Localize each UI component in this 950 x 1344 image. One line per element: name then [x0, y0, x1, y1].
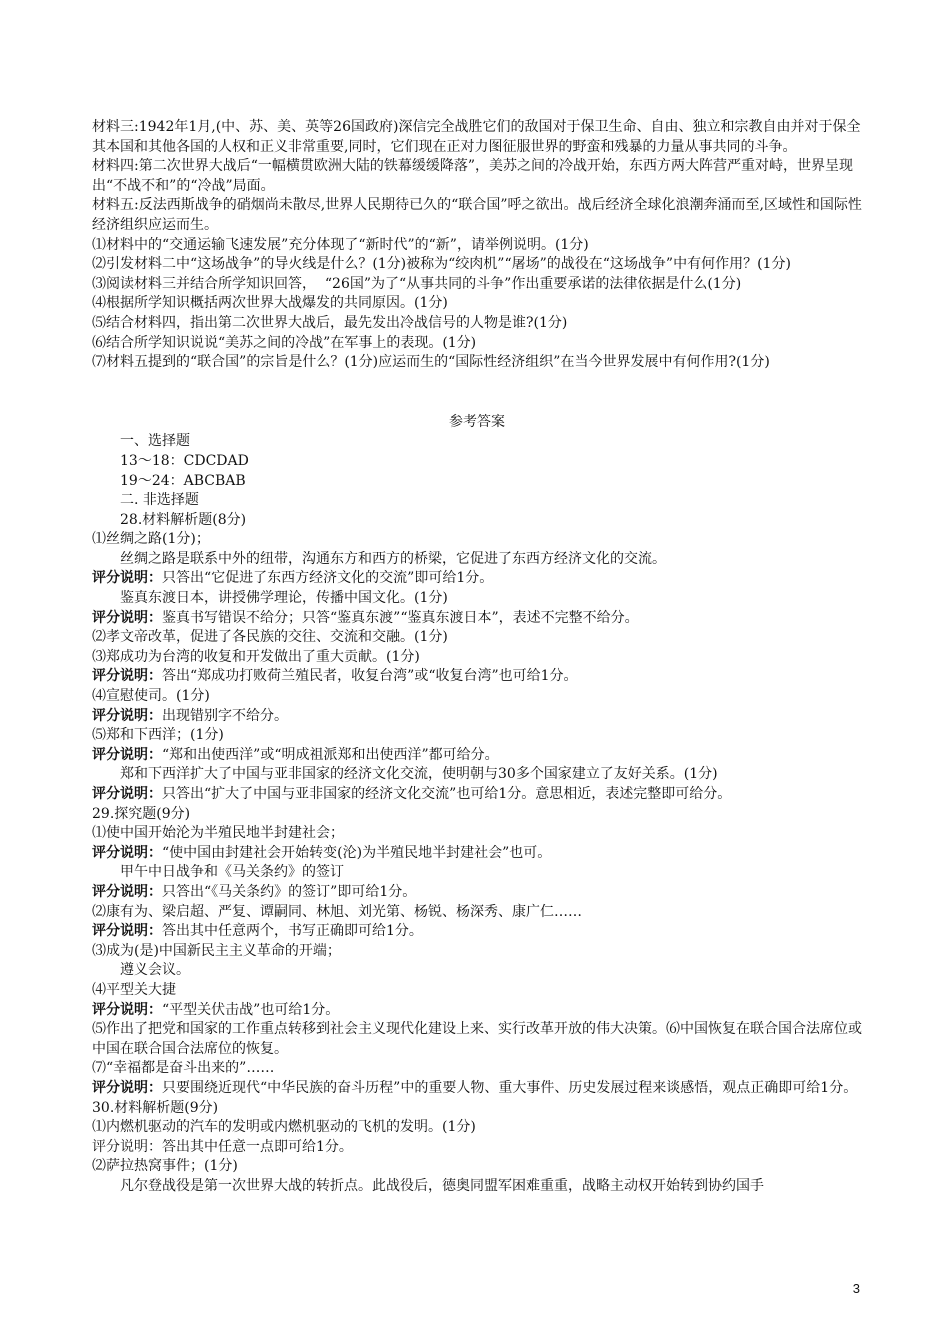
- answer-28-1c: 鉴真东渡日本，讲授佛学理论，传播中国文化。(1分): [120, 590, 448, 607]
- scoring-note: [92, 785, 862, 805]
- material-5: 材料五:反法西斯战争的硝烟尚未散尽,世界人民期待已久的“联合国”呼之欲出。战后经济全球化浪潮奔涌而至,区域性和国际性经济组织应运而生。: [92, 197, 862, 233]
- scoring-label: 评分说明：: [92, 668, 162, 685]
- answer-28-1b: 丝绸之路是联系中外的纽带，沟通东方和西方的桥梁，它促进了东西方经济文化的交流。: [120, 550, 666, 567]
- scoring-text: 只答出“扩大了中国与亚非国家的经济文化交流”也可给1分。意思相近，表述完整即可给分。: [162, 786, 732, 802]
- scoring-note: [92, 667, 862, 687]
- scoring-text: 只要围绕近现代“中华民族的奋斗历程”中的重要人物、重大事件、历史发展过程来谈感悟，观点正确即可给1分。: [162, 1079, 858, 1096]
- question-3: ⑶阅读材料三并结合所学知识回答， “26国”为了“从事共同的斗争”作出重要承诺的法律依据是什么(1分): [92, 275, 742, 292]
- scoring-text: “使中国由封建社会开始转变(沦)为半殖民地半封建社会”也可。: [162, 844, 552, 861]
- scoring-label: 评分说明：: [92, 923, 162, 940]
- question-29-heading: 29.探究题(9分): [92, 805, 191, 822]
- scoring-note: [92, 1001, 862, 1021]
- answer-30-1: ⑴内燃机驱动的汽车的发明或内燃机驱动的飞机的发明。(1分): [92, 1119, 476, 1136]
- question-4: ⑷根据所学知识概括两次世界大战爆发的共同原因。(1分): [92, 295, 448, 312]
- scoring-text: 出现错别字不给分。: [162, 707, 288, 724]
- answer-28-1: ⑴丝绸之路(1分)；: [92, 531, 210, 548]
- answer-29-1b: 甲午中日战争和《马关条约》的签订: [120, 864, 344, 881]
- scoring-note: [92, 707, 862, 727]
- answer-29-5-6: ⑸作出了把党和国家的工作重点转移到社会主义现代化建设上来、实行改革开放的伟大决策。⑹中国恢复在联合国合法席位或中国在联合国合法席位的恢复。: [92, 1021, 862, 1057]
- page-content: [92, 118, 862, 1196]
- scoring-text: “郑和出使西洋”或“明成祖派郑和出使西洋”都可给分。: [162, 746, 499, 763]
- scoring-text: 答出其中任意两个，书写正确即可给1分。: [162, 923, 423, 940]
- answer-30-2: ⑵萨拉热窝事件；(1分): [92, 1158, 238, 1175]
- scoring-note: [92, 844, 862, 864]
- answer-28-2: ⑵孝文帝改革，促进了各民族的交往、交流和交融。(1分): [92, 629, 448, 646]
- spacer: [92, 373, 862, 413]
- answer-29-3: ⑶成为(是)中国新民主主义革命的开端；: [92, 942, 341, 959]
- scoring-text: 只答出“它促进了东西方经济文化的交流”即可给1分。: [162, 570, 494, 587]
- answer-29-3b: 遵义会议。: [120, 962, 190, 979]
- answer-28-3: ⑶郑成功为台湾的收复和开发做出了重大贡献。(1分): [92, 648, 420, 665]
- scoring-note: [92, 569, 862, 589]
- scoring-label: 评分说明：: [92, 609, 162, 626]
- scoring-note: [92, 1079, 862, 1099]
- scoring-note: [92, 609, 862, 629]
- answer-30-2b: 凡尔登战役是第一次世界大战的转折点。此战役后，德奥同盟军困难重重，战略主动权开始转到协约国手: [120, 1177, 764, 1194]
- question-30-heading: 30.材料解析题(9分): [92, 1099, 219, 1116]
- scoring-label: 评分说明：: [92, 746, 162, 763]
- answer-28-5: ⑸郑和下西洋；(1分): [92, 727, 224, 744]
- section-heading-1: 一、选择题: [120, 433, 190, 450]
- scoring-text: 答出“郑成功打败荷兰殖民者，收复台湾”或“收复台湾”也可给1分。: [162, 668, 578, 685]
- question-28-heading: 28.材料解析题(8分): [120, 511, 247, 528]
- question-7: ⑺材料五提到的“联合国”的宗旨是什么？(1分)应运而生的“国际性经济组织”在当今世界发展中有何作用?(1分): [92, 354, 770, 371]
- answer-29-2: ⑵康有为、梁启超、严复、谭嗣同、林旭、刘光第、杨锐、杨深秀、康广仁……: [92, 903, 582, 920]
- material-4: 材料四:第二次世界大战后“一幅横贯欧洲大陆的铁幕缓缓降落”，美苏之间的冷战开始，东西方两大阵营严重对峙，世界呈现出“不战不和”的“冷战”局面。: [92, 158, 854, 194]
- scoring-text: “平型关伏击战”也可给1分。: [162, 1001, 340, 1018]
- answer-29-1: ⑴使中国开始沦为半殖民地半封建社会；: [92, 825, 344, 842]
- section-heading-2: 二. 非选择题: [120, 492, 199, 509]
- scoring-note-30-1: 评分说明：答出其中任意一点即可给1分。: [92, 1138, 353, 1155]
- page-number: 3: [852, 1281, 860, 1296]
- scoring-text: 鉴真书写错误不给分；只答“鉴真东渡”“鉴真东渡日本”，表述不完整不给分。: [162, 609, 639, 626]
- mc-answers-1: 13～18：CDCDAD: [120, 452, 249, 469]
- material-3: 材料三:1942年1月,(中、苏、美、英等26国政府)深信完全战胜它们的敌国对于保卫生命、自由、独立和宗教自由并对于保全其本国和其他各国的人权和正义非常重要,同时，它们现在正对力图征服世界的野蛮和残暴的力量从事共同的斗争。: [92, 119, 861, 155]
- scoring-note: [92, 922, 862, 942]
- scoring-label: 评分说明：: [92, 786, 162, 802]
- answers-title: 参考答案: [449, 413, 505, 430]
- scoring-note: [92, 746, 862, 766]
- answer-29-4: ⑷平型关大捷: [92, 981, 176, 998]
- answer-29-7: ⑺“幸福都是奋斗出来的”……: [92, 1060, 275, 1077]
- mc-answers-2: 19～24：ABCBAB: [120, 472, 246, 489]
- question-6: ⑹结合所学知识说说“美苏之间的冷战”在军事上的表现。(1分): [92, 334, 477, 351]
- scoring-label: 评分说明：: [92, 1001, 162, 1018]
- scoring-label: 评分说明：: [92, 707, 162, 724]
- scoring-label: 评分说明：: [92, 844, 162, 861]
- question-1: ⑴材料中的“交通运输飞速发展”充分体现了“新时代”的“新”，请举例说明。(1分): [92, 236, 589, 253]
- answer-28-5b: 郑和下西洋扩大了中国与亚非国家的经济文化交流，使明朝与30多个国家建立了友好关系。(1分): [120, 766, 718, 783]
- question-2: ⑵引发材料二中“这场战争”的导火线是什么？(1分)被称为“绞肉机”“屠场”的战役在“这场战争”中有何作用？(1分): [92, 256, 791, 273]
- question-5: ⑸结合材料四，指出第二次世界大战后，最先发出冷战信号的人物是谁?(1分): [92, 314, 568, 331]
- scoring-label: 评分说明：: [92, 1079, 162, 1096]
- scoring-label: 评分说明：: [92, 883, 162, 900]
- scoring-text: 只答出“《马关条约》的签订”即可给1分。: [162, 883, 417, 900]
- scoring-note: [92, 883, 862, 903]
- answer-28-4: ⑷宣慰使司。(1分): [92, 688, 210, 705]
- scoring-label: 评分说明：: [92, 570, 162, 587]
